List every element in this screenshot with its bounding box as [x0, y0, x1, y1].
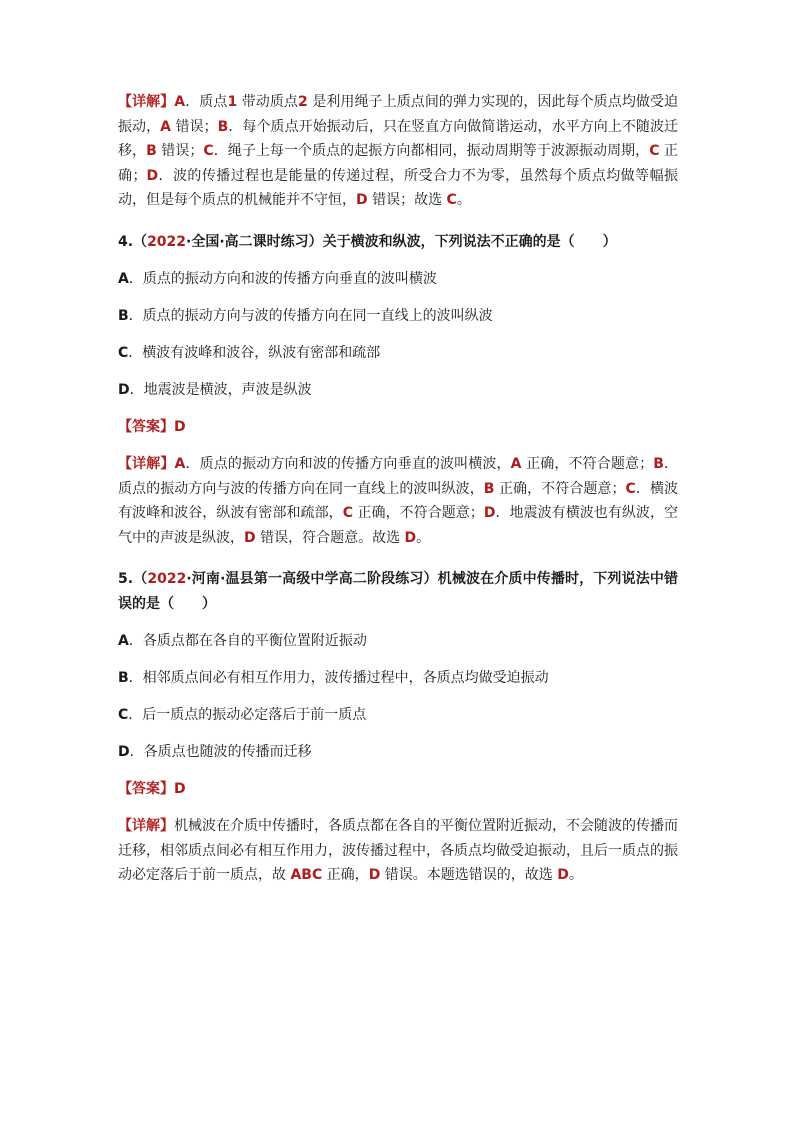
question-4-option-d: D．地震波是横波，声波是纵波	[118, 382, 312, 398]
question-5-stem: 5.（2022·河南·温县第一高级中学高二阶段练习）机械波在介质中传播时，下列说法中错误的是（ ）	[118, 571, 679, 612]
text-segment: A	[174, 94, 186, 110]
text-segment: D	[356, 192, 368, 208]
text-segment: D	[483, 505, 496, 521]
text-segment: 2	[298, 94, 308, 110]
text-segment: ．地震波有横波也有纵波，空气中的声波是纵波，	[118, 505, 679, 546]
question-5-option-c: C．后一质点的振动必定落后于前一质点	[118, 707, 367, 723]
text-segment: A	[174, 456, 186, 472]
text-segment: A	[160, 118, 172, 135]
text-segment: 错误；	[171, 118, 218, 135]
text-segment: 1	[227, 94, 238, 110]
text-segment: ．横波有波峰和波谷，纵波有密部和疏部，	[118, 480, 679, 521]
text-segment: A	[510, 456, 522, 472]
document-page	[118, 90, 678, 888]
question-4-option-c: C．横波有波峰和波谷，纵波有密部和疏部	[118, 345, 381, 361]
question-5-options	[118, 629, 678, 764]
text-segment: C	[203, 143, 214, 159]
text-segment: ．质点的振动方向和波的传播方向垂直的波叫横波，	[185, 456, 511, 472]
explanation-body	[118, 818, 678, 883]
question-5-option-d: D．各质点也随波的传播而迁移	[118, 744, 312, 760]
text-segment: 错误。本题选错误的，故选	[380, 867, 558, 883]
text-segment: B	[483, 480, 495, 497]
text-segment: 是利用绳子上质点间的弹力实现的，因此每个质点均做受迫振动，	[118, 94, 679, 135]
text-segment: 错误；故选	[367, 192, 447, 208]
text-segment: 正确，不符合题意；	[494, 480, 626, 497]
question-4-year: 2022	[147, 233, 187, 250]
explanation-q3	[118, 90, 678, 213]
text-segment: 正确，不符合题意；	[352, 505, 484, 521]
explanation-q5	[118, 814, 678, 888]
text-segment: ABC	[290, 867, 323, 883]
text-segment: C	[446, 192, 457, 208]
text-segment: ．每个质点开始振动后，只在竖直方向做简谐运动，水平方向上不随波迁移，	[118, 118, 679, 159]
text-segment: D	[244, 529, 256, 546]
text-segment: D	[146, 167, 159, 184]
question-4-option-a: A．质点的振动方向和波的传播方向垂直的波叫横波	[118, 271, 437, 287]
text-segment: 正确；	[118, 143, 679, 184]
question-5-option-a: A．各质点都在各自的平衡位置附近振动	[118, 633, 367, 649]
text-segment: 正确，	[322, 867, 369, 883]
text-segment: 错误；	[156, 143, 204, 159]
question-4-stem: 4.（2022·全国·高二课时练习）关于横波和纵波，下列说法不正确的是（ ）	[118, 233, 617, 250]
text-segment: ．绳子上每一个质点的起振方向都相同，振动周期等于波源振动周期，	[213, 143, 650, 159]
text-segment: B	[653, 456, 664, 472]
text-segment: ．质点的振动方向与波的传播方向在同一直线上的波叫纵波，	[118, 456, 679, 497]
text-segment: 正确，不符合题意；	[521, 456, 654, 472]
text-segment: 。	[416, 529, 431, 546]
text-segment: 带动质点	[237, 94, 298, 110]
question-5-option-b: B．相邻质点间必有相互作用力，波传播过程中，各质点均做受迫振动	[118, 670, 549, 686]
text-segment: 机械波在介质中传播时，各质点都在各自的平衡位置附近振动，不会随波的传播而迁移，相邻质点间必有相互作用力，波传播过程中，各质点均做受迫振动，且后一质点的振动必定落后于前一质点，故	[118, 818, 678, 883]
question-5-year: 2022	[147, 571, 187, 587]
text-segment: ．质点	[185, 94, 228, 110]
explanation-q4	[118, 452, 678, 550]
text-segment: 错误，符合题意。故选	[255, 529, 405, 546]
text-segment: C	[625, 480, 636, 497]
explanation-tag: 【详解】	[118, 456, 175, 472]
explanation-body	[118, 94, 678, 208]
explanation-body	[118, 456, 678, 546]
text-segment: D	[404, 529, 417, 546]
question-5-answer: 【答案】D	[118, 781, 186, 797]
question-4-answer: 【答案】D	[118, 419, 186, 435]
question-4-options	[118, 267, 678, 402]
text-segment: ．波的传播过程也是能量的传递过程，所受合力不为零，虽然每个质点均做等幅振动，但是每个质点的机械能并不守恒，	[118, 167, 679, 208]
text-segment: C	[342, 505, 353, 521]
text-segment: D	[557, 867, 569, 883]
text-segment: B	[146, 143, 157, 159]
text-segment: 。	[456, 192, 471, 208]
text-segment: D	[368, 867, 381, 883]
text-segment: C	[649, 143, 660, 159]
explanation-tag: 【详解】	[118, 818, 174, 834]
text-segment: B	[217, 118, 229, 135]
question-4-option-b: B．质点的振动方向与波的传播方向在同一直线上的波叫纵波	[118, 308, 493, 324]
explanation-tag: 【详解】	[118, 94, 175, 110]
text-segment: 。	[568, 867, 583, 883]
